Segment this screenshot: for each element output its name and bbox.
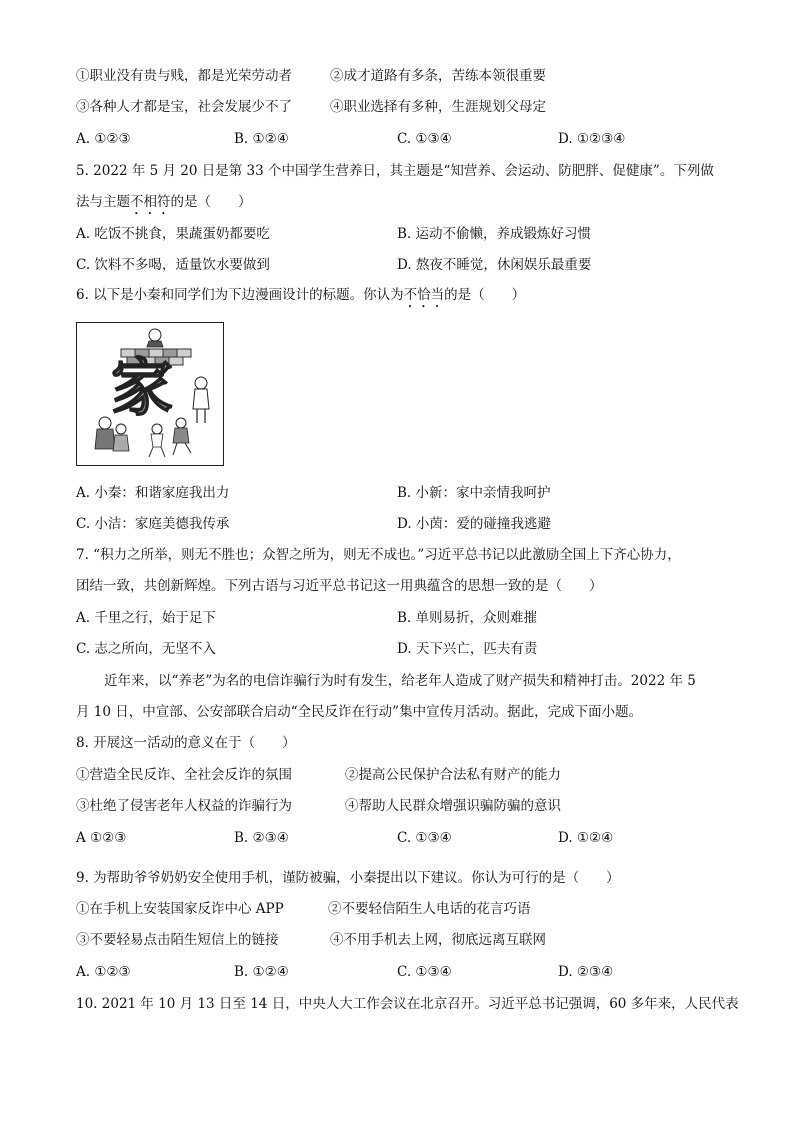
cartoon-character: 家 <box>111 351 174 424</box>
q8-item-2: ②提高公民保护合法私有财产的能力 <box>345 767 561 783</box>
q6-option-c: C. 小洁：家庭美德我传承 <box>76 516 230 532</box>
q9-item-3: ③不要轻易点击陌生短信上的链接 <box>76 932 279 948</box>
q4-option-b: B. ①②④ <box>234 131 289 147</box>
q5-stem-pre: 法与主题 <box>76 194 130 210</box>
q4-option-d: D. ①②③④ <box>558 131 626 147</box>
q7-stem-line1: 7. “积力之所举，则无不胜也；众智之所为，则无不成也。”习近平总书记以此激励全国上下齐心协力， <box>76 547 681 563</box>
q4-option-c: C. ①③④ <box>397 131 452 147</box>
q5-stem-emphasis: 不相符 <box>130 194 171 210</box>
q8-item-3: ③杜绝了侵害老年人权益的诈骗行为 <box>76 798 292 814</box>
q4-item-2: ②成才道路有多条，苦练本领很重要 <box>330 68 546 84</box>
q4-item-4: ④职业选择有多种，生涯规划父母定 <box>330 99 546 115</box>
material-line2: 月 10 日，中宣部、公安部联合启动“全民反诈在行动”集中宣传月活动。据此，完成下面小题。 <box>76 704 643 720</box>
q9-option-a: A. ①②③ <box>76 964 131 980</box>
q5-stem-line1: 5. 2022 年 5 月 20 日是第 33 个中国学生营养日，其主题是“知营养、会运动、防肥胖、促健康”。下列做 <box>76 163 714 179</box>
cartoon-illustration <box>76 322 224 466</box>
q8-stem: 8. 开展这一活动的意义在于（ ） <box>76 735 296 751</box>
q5-stem-post: 的是（ ） <box>170 194 252 210</box>
q10-stem-line1: 10. 2021 年 10 月 13 日至 14 日，中央人大工作会议在北京召开。习近平总书记强调，60 多年来，人民代表 <box>76 996 739 1012</box>
q6-option-b: B. 小新：家中亲情我呵护 <box>397 485 551 501</box>
q5-stem-line2 <box>76 192 252 218</box>
q6-option-a: A. 小秦：和谐家庭我出力 <box>76 485 230 501</box>
q6-stem <box>76 285 525 311</box>
q4-option-a: A. ①②③ <box>76 131 131 147</box>
q6-stem-pre: 6. 以下是小秦和同学们为下边漫画设计的标题。你认为 <box>76 287 404 303</box>
q9-option-b: B. ①②④ <box>234 964 289 980</box>
q9-item-2: ②不要轻信陌生人电话的花言巧语 <box>328 901 531 917</box>
q4-item-1: ①职业没有贵与贱，都是光荣劳动者 <box>76 68 292 84</box>
q8-item-1: ①营造全民反诈、全社会反诈的氛围 <box>76 767 292 783</box>
q8-option-c: C. ①③④ <box>397 830 452 846</box>
material-line1: 近年来，以“养老”为名的电信诈骗行为时有发生，给老年人造成了财产损失和精神打击。2022 年 5 <box>104 673 696 689</box>
q9-stem: 9. 为帮助爷爷奶奶安全使用手机，谨防被骗，小秦提出以下建议。你认为可行的是（ ） <box>76 870 620 886</box>
q5-option-d: D. 熬夜不睡觉，休闲娱乐最重要 <box>397 257 592 273</box>
q6-stem-post: 的是（ ） <box>444 287 526 303</box>
q9-item-1: ①在手机上安装国家反诈中心 APP <box>76 901 284 917</box>
q9-option-d: D. ②③④ <box>558 964 614 980</box>
q8-option-b: B. ②③④ <box>234 830 289 846</box>
q7-stem-line2: 团结一致，共创新辉煌。下列古语与习近平总书记这一用典蕴含的思想一致的是（ ） <box>76 578 603 594</box>
q5-option-a: A. 吃饭不挑食，果蔬蛋奶都要吃 <box>76 226 270 242</box>
q6-stem-emphasis: 不恰当 <box>403 287 445 303</box>
q7-option-b: B. 单则易折，众则难摧 <box>397 610 538 626</box>
q8-item-4: ④帮助人民群众增强识骗防骗的意识 <box>345 798 561 814</box>
q6-option-d: D. 小茵：爱的碰撞我逃避 <box>397 516 551 532</box>
q8-option-d: D. ①②④ <box>558 830 614 846</box>
q9-option-c: C. ①③④ <box>397 964 452 980</box>
q5-option-c: C. 饮料不多喝，适量饮水要做到 <box>76 257 270 273</box>
q4-item-3: ③各种人才都是宝，社会发展少不了 <box>76 99 292 115</box>
q7-option-a: A. 千里之行，始于足下 <box>76 610 216 626</box>
q9-item-4: ④不用手机去上网，彻底远离互联网 <box>330 932 546 948</box>
q5-option-b: B. 运动不偷懒，养成锻炼好习惯 <box>397 226 592 242</box>
q7-option-c: C. 志之所向，无坚不入 <box>76 641 216 657</box>
q8-option-a: A ①②③ <box>76 830 127 846</box>
q7-option-d: D. 天下兴亡，匹夫有责 <box>397 641 538 657</box>
